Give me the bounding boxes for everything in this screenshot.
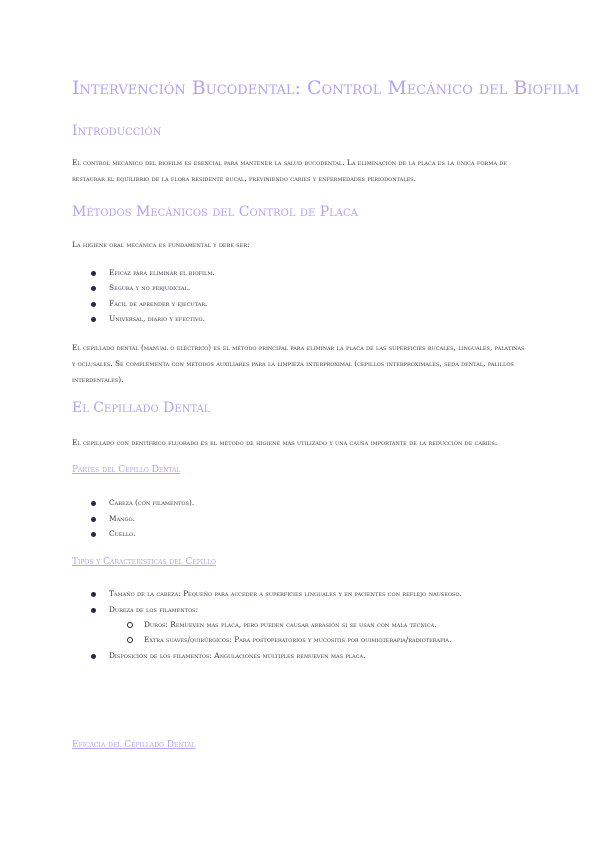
- bullet-icon: [91, 271, 96, 276]
- list-item: Universal, diario y efectivo.: [109, 314, 205, 323]
- hollow-bullet-icon: [127, 637, 133, 643]
- bullet-icon: [91, 608, 96, 613]
- intro-paragraph: El control mecánico del biofilm es esencial para mantener la salud bucodental. La eliminación de la placa es la única forma de restaurar el equilibrio de la flora residente bucal, previniendo caries y enfermedades periodontales.: [72, 158, 507, 183]
- subheading-partes: Partes del Cepillo Dental: [72, 465, 181, 475]
- list-item: Disposición de los filamentos: Angulaciones múltiples remueven más placa.: [109, 651, 366, 660]
- subheading-tipos: Tipos y Características del Cepillo: [72, 557, 217, 567]
- list-item: Cabeza (con filamentos).: [109, 498, 195, 507]
- hollow-bullet-icon: [127, 622, 133, 628]
- sub-list-item: Duros: Remueven más placa, pero pueden causar abrasión si se usan con mala técnica.: [144, 620, 437, 629]
- list-item: Mango.: [109, 514, 135, 523]
- brushing-paragraph: El cepillado con dentífrico fluorado es el método de higiene más utilizado y una causa importante de la reducción de caries.: [72, 438, 498, 447]
- section-heading-metodos: Métodos Mecánicos del Control de Placa: [72, 204, 358, 220]
- page-title: Intervención Bucodental: Control Mecánico del Biofilm: [72, 77, 580, 99]
- list-item: Segura y no perjudicial.: [109, 283, 191, 292]
- list-item: Dureza de los filamentos:: [109, 605, 199, 614]
- subheading-eficacia: Eficacia del Cepillado Dental: [72, 740, 196, 750]
- bullet-icon: [91, 532, 96, 537]
- bullet-icon: [91, 286, 96, 291]
- list-item: Cuello.: [109, 529, 136, 538]
- bullet-icon: [91, 654, 96, 659]
- list-item: Fácil de aprender y ejecutar.: [109, 299, 208, 308]
- methods-lead: La higiene oral mecánica es fundamental y debe ser:: [72, 240, 250, 249]
- list-item: Eficaz para eliminar el biofilm.: [109, 268, 215, 277]
- section-heading-introduccion: Introducción: [72, 123, 162, 139]
- bullet-icon: [91, 302, 96, 307]
- methods-paragraph: El cepillado dental (manual o eléctrico) es el método principal para eliminar la placa de las superficies bucales, linguales, palatinas y oclusales. Se complementa con métodos auxiliares para la limpieza interproximal (cepillos interproximales, seda dental, palillos interdentales).: [72, 343, 525, 384]
- bullet-icon: [91, 501, 96, 506]
- sub-list-item: Extra suaves/quirúrgicos: Para postoperatorios y mucositis por quimioterapia/radioterapia.: [144, 635, 452, 644]
- list-item: Tamaño de la cabeza: Pequeño para acceder a superficies linguales y en pacientes con reflejo nauseoso.: [109, 589, 462, 598]
- bullet-icon: [91, 317, 96, 322]
- bullet-icon: [91, 517, 96, 522]
- section-heading-cepillado: El Cepillado Dental: [72, 400, 211, 416]
- bullet-icon: [91, 592, 96, 597]
